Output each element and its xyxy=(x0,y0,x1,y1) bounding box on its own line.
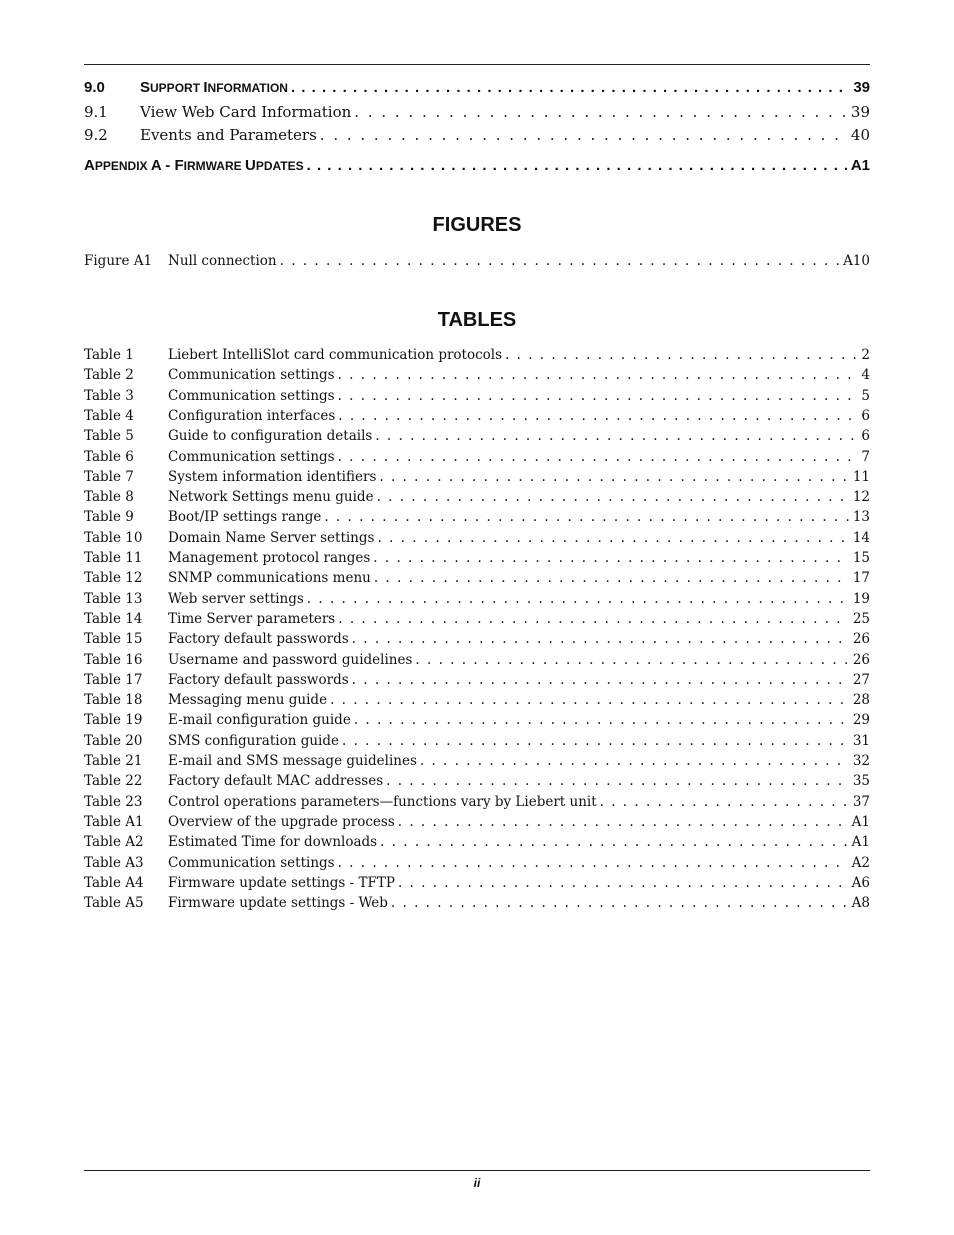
table-entry[interactable] xyxy=(84,489,870,505)
table-page: 25 xyxy=(852,610,870,627)
dot-leader xyxy=(374,570,849,586)
table-page: 32 xyxy=(852,753,870,769)
table-label: Control operations parameters—functions vary by Liebert unit xyxy=(168,793,597,810)
toc-entry-page: 39 xyxy=(853,79,870,96)
table-page: 11 xyxy=(852,468,870,485)
table-number: Table 22 xyxy=(84,773,143,790)
dot-leader xyxy=(398,814,848,830)
table-page: 15 xyxy=(852,550,870,566)
table-entry[interactable] xyxy=(84,652,870,668)
table-page: 4 xyxy=(861,367,870,384)
dot-leader xyxy=(354,103,847,121)
table-label: SNMP communications menu xyxy=(168,570,371,587)
dot-leader xyxy=(377,489,849,505)
table-number: Table 1 xyxy=(84,347,134,363)
table-number: Table A2 xyxy=(84,834,144,851)
dot-leader xyxy=(338,388,858,404)
dot-leader xyxy=(352,672,849,688)
dot-leader xyxy=(330,692,849,708)
dot-leader xyxy=(420,753,849,769)
table-number: Table 21 xyxy=(84,753,143,769)
figure-page: A10 xyxy=(843,253,870,269)
table-page: 28 xyxy=(852,692,870,709)
table-entry[interactable] xyxy=(84,712,870,728)
table-page: A1 xyxy=(851,813,870,830)
table-label: Guide to configuration details xyxy=(168,428,373,445)
dot-leader xyxy=(600,794,849,810)
dot-leader xyxy=(380,834,848,850)
table-label: Communication settings xyxy=(168,367,335,384)
table-entry[interactable] xyxy=(84,408,870,424)
figure-number: Figure A1 xyxy=(84,253,153,269)
table-entry[interactable] xyxy=(84,834,870,850)
table-page: A1 xyxy=(851,834,870,851)
table-entry[interactable] xyxy=(84,814,870,830)
toc-entry-9-1[interactable] xyxy=(84,103,870,121)
tables-heading: TABLES xyxy=(437,309,517,331)
table-number: Table 12 xyxy=(84,570,143,587)
dot-leader xyxy=(386,773,849,789)
dot-leader xyxy=(338,611,849,627)
table-page: 2 xyxy=(861,347,870,363)
table-label: Boot/IP settings range xyxy=(168,509,322,526)
table-number: Table 4 xyxy=(84,407,134,424)
table-entry[interactable] xyxy=(84,733,870,749)
figure-entry[interactable] xyxy=(84,253,870,269)
dot-leader xyxy=(391,895,848,911)
table-page: 27 xyxy=(852,671,870,688)
table-entry[interactable] xyxy=(84,367,870,383)
table-page: 19 xyxy=(852,590,870,607)
dot-leader xyxy=(398,875,848,891)
dot-leader xyxy=(307,157,847,174)
table-number: Table 6 xyxy=(84,448,134,465)
toc-entry-label: SUPPORT INFORMATION xyxy=(140,79,288,96)
table-label: Liebert IntelliSlot card communication protocols xyxy=(168,347,503,363)
table-page: 6 xyxy=(861,407,870,424)
table-label: Time Server parameters xyxy=(168,610,336,627)
table-entry[interactable] xyxy=(84,895,870,911)
table-label: Factory default MAC addresses xyxy=(168,773,384,790)
table-label: E-mail and SMS message guidelines xyxy=(168,753,417,769)
table-number: Table 18 xyxy=(84,692,143,709)
table-entry[interactable] xyxy=(84,428,870,444)
dot-leader xyxy=(338,408,857,424)
table-number: Table 14 xyxy=(84,610,143,627)
toc-entry-page: A1 xyxy=(850,157,870,174)
table-entry[interactable] xyxy=(84,611,870,627)
toc-entry-number: 9.0 xyxy=(84,79,105,96)
table-label: Messaging menu guide xyxy=(168,692,328,709)
table-entry[interactable] xyxy=(84,692,870,708)
table-number: Table A1 xyxy=(84,813,144,830)
table-entry[interactable] xyxy=(84,591,870,607)
toc-entry-page: 40 xyxy=(850,126,870,144)
figures-heading: FIGURES xyxy=(432,214,522,236)
table-number: Table 7 xyxy=(84,468,134,485)
table-page: 13 xyxy=(852,509,870,526)
table-number: Table 19 xyxy=(84,712,143,729)
footer-rule xyxy=(84,1170,870,1171)
table-number: Table 5 xyxy=(84,428,134,445)
table-number: Table 17 xyxy=(84,671,143,688)
table-entry[interactable] xyxy=(84,753,870,769)
dot-leader xyxy=(377,530,848,546)
table-label: SMS configuration guide xyxy=(168,732,339,749)
table-page: 26 xyxy=(852,651,870,668)
table-label: Network Settings menu guide xyxy=(168,489,374,506)
dot-leader xyxy=(352,631,849,647)
table-page: A8 xyxy=(851,895,870,912)
toc-entry-label: View Web Card Information xyxy=(140,103,352,121)
table-label: Communication settings xyxy=(168,854,335,871)
table-entry[interactable] xyxy=(84,347,870,363)
table-number: Table 13 xyxy=(84,590,143,607)
table-number: Table 9 xyxy=(84,509,134,526)
table-page: 35 xyxy=(852,773,870,790)
table-page: 7 xyxy=(861,448,870,465)
table-entry[interactable] xyxy=(84,509,870,525)
footer-page-number: ii xyxy=(473,1176,481,1190)
toc-entry-page: 39 xyxy=(850,103,870,121)
table-entry[interactable] xyxy=(84,855,870,871)
table-entry[interactable] xyxy=(84,794,870,810)
table-entry[interactable] xyxy=(84,550,870,566)
table-number: Table 23 xyxy=(84,793,143,810)
table-page: 26 xyxy=(852,631,870,648)
dot-leader xyxy=(375,428,857,444)
table-label: Firmware update settings - TFTP xyxy=(168,874,395,891)
table-entry[interactable] xyxy=(84,469,870,485)
table-page: A6 xyxy=(851,874,870,891)
table-number: Table 15 xyxy=(84,631,143,648)
dot-leader xyxy=(280,253,839,269)
dot-leader xyxy=(342,733,849,749)
table-label: Configuration interfaces xyxy=(168,407,336,424)
table-label: Management protocol ranges xyxy=(168,550,371,566)
table-label: Web server settings xyxy=(168,590,304,607)
dot-leader xyxy=(354,712,849,728)
table-entry[interactable] xyxy=(84,449,870,465)
table-entry[interactable] xyxy=(84,672,870,688)
table-label: Factory default passwords xyxy=(168,631,349,648)
table-label: Domain Name Server settings xyxy=(168,529,375,546)
table-number: Table 3 xyxy=(84,387,134,404)
table-label: Factory default passwords xyxy=(168,671,349,688)
table-page: 29 xyxy=(852,712,870,729)
table-label: E-mail configuration guide xyxy=(168,712,351,729)
table-number: Table 2 xyxy=(84,367,134,384)
table-page: 17 xyxy=(852,570,870,587)
table-entry[interactable] xyxy=(84,570,870,586)
toc-entry-9-2[interactable] xyxy=(84,126,870,144)
dot-leader xyxy=(379,469,848,485)
table-page: 31 xyxy=(852,732,870,749)
table-label: Firmware update settings - Web xyxy=(168,895,388,912)
table-entry[interactable] xyxy=(84,875,870,891)
table-page: 37 xyxy=(852,793,870,810)
toc-entry-label: APPENDIX A - FIRMWARE UPDATES xyxy=(84,157,304,174)
table-number: Table 8 xyxy=(84,489,134,506)
table-entry[interactable] xyxy=(84,773,870,789)
toc-entry-number: 9.2 xyxy=(84,126,108,144)
table-label: System information identifiers xyxy=(168,468,377,485)
dot-leader xyxy=(338,855,848,871)
table-number: Table A5 xyxy=(84,895,144,912)
table-label: Estimated Time for downloads xyxy=(168,834,378,851)
table-page: 12 xyxy=(852,489,870,506)
toc-entry-appendix-a[interactable] xyxy=(84,157,870,174)
header-rule xyxy=(84,64,870,65)
dot-leader xyxy=(415,652,848,668)
toc-entry-number: 9.1 xyxy=(84,103,108,121)
toc-entry-9-0[interactable] xyxy=(84,79,870,96)
table-number: Table 11 xyxy=(84,550,143,566)
dot-leader xyxy=(338,367,858,383)
table-number: Table A4 xyxy=(84,874,144,891)
table-label: Communication settings xyxy=(168,387,335,404)
dot-leader xyxy=(307,591,849,607)
dot-leader xyxy=(291,79,849,96)
dot-leader xyxy=(338,449,858,465)
table-number: Table 20 xyxy=(84,732,143,749)
table-label: Communication settings xyxy=(168,448,335,465)
table-entry[interactable] xyxy=(84,631,870,647)
table-label: Overview of the upgrade process xyxy=(168,813,395,830)
figure-label: Null connection xyxy=(168,253,277,269)
table-page: 14 xyxy=(852,529,870,546)
dot-leader xyxy=(320,126,847,144)
dot-leader xyxy=(324,509,848,525)
table-entry[interactable] xyxy=(84,530,870,546)
table-page: A2 xyxy=(851,854,870,871)
dot-leader xyxy=(373,550,849,566)
table-page: 6 xyxy=(861,428,870,445)
table-page: 5 xyxy=(861,387,870,404)
dot-leader xyxy=(505,347,857,363)
table-number: Table A3 xyxy=(84,854,144,871)
table-entry[interactable] xyxy=(84,388,870,404)
table-number: Table 10 xyxy=(84,529,143,546)
table-number: Table 16 xyxy=(84,651,143,668)
toc-entry-label: Events and Parameters xyxy=(140,126,317,144)
table-label: Username and password guidelines xyxy=(168,651,413,668)
